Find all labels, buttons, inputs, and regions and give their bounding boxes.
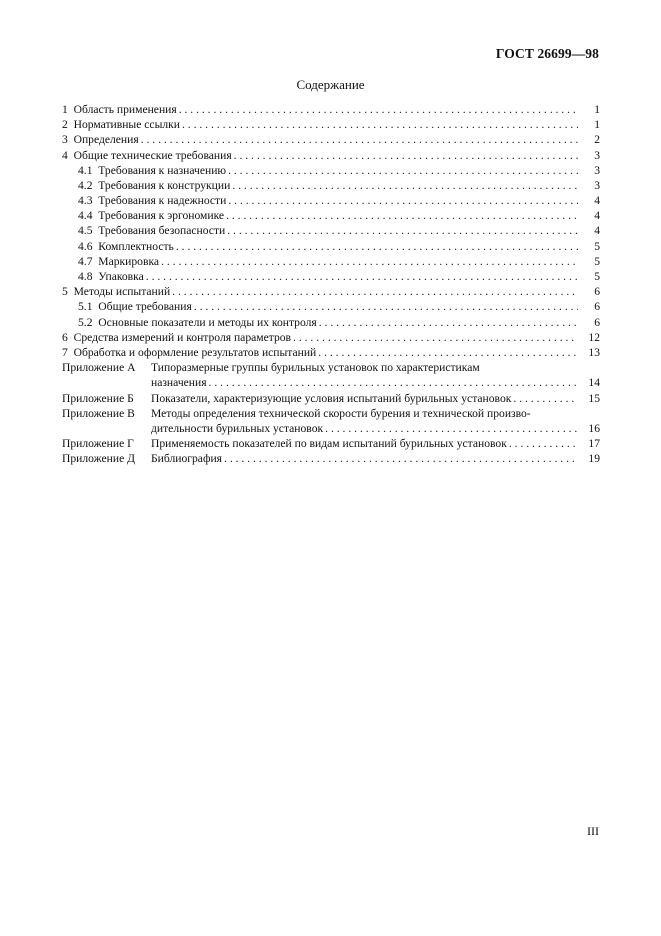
toc-appendix-page: 16 bbox=[588, 421, 600, 435]
toc-entry-page: 1 bbox=[594, 118, 600, 132]
toc-appendix-label: Применяемость показателей по видам испытаний бурильных установок bbox=[151, 437, 507, 451]
toc-entry-label: Упаковка bbox=[98, 270, 144, 284]
standard-code: ГОСТ 26699—98 bbox=[495, 46, 599, 61]
toc-appendix-v-continued[interactable] bbox=[62, 421, 600, 436]
toc-entry-number: 5 bbox=[62, 285, 68, 299]
toc-entry-5[interactable] bbox=[62, 284, 600, 299]
toc-leader-dots bbox=[226, 208, 578, 223]
toc-entry-label: Обработка и оформление результатов испытаний bbox=[73, 345, 317, 359]
toc-appendix-page: 14 bbox=[588, 376, 600, 390]
toc-entry-number: 4.8 bbox=[78, 270, 93, 284]
toc-entry-number: 2 bbox=[62, 118, 68, 132]
toc-entry-page: 4 bbox=[594, 209, 600, 223]
toc-entry-number: 5.2 bbox=[78, 315, 93, 329]
toc-appendix-label: Показатели, характеризующие условия испытаний бурильных установок bbox=[151, 391, 512, 405]
toc-leader-dots bbox=[293, 330, 578, 345]
toc-leader-dots bbox=[227, 223, 578, 238]
toc-entry-page: 6 bbox=[594, 315, 600, 329]
toc-leader-dots bbox=[509, 436, 578, 451]
toc-entry-label: Требования безопасности bbox=[98, 224, 226, 238]
toc-entry-page: 5 bbox=[594, 270, 600, 284]
toc-entry-number: 4.6 bbox=[78, 239, 93, 253]
toc-appendix-label-continued: назначения bbox=[151, 376, 207, 390]
toc-entry-page: 6 bbox=[594, 285, 600, 299]
toc-entry-label: Методы испытаний bbox=[73, 285, 171, 299]
page-number: III bbox=[587, 824, 599, 838]
toc-leader-dots bbox=[232, 178, 578, 193]
toc-entry-number: 4.4 bbox=[78, 209, 93, 223]
toc-entry-5-1[interactable] bbox=[62, 299, 600, 314]
toc-entry-label: Требования к назначению bbox=[98, 163, 227, 177]
toc-title: Содержание bbox=[296, 77, 365, 92]
toc-leader-dots bbox=[228, 193, 578, 208]
toc-appendix-a-continued[interactable] bbox=[62, 375, 600, 390]
toc-appendix-a[interactable] bbox=[62, 360, 600, 375]
toc-entry-page: 1 bbox=[594, 102, 600, 116]
toc-entry-number: 3 bbox=[62, 133, 68, 147]
toc-entry-2[interactable] bbox=[62, 117, 600, 132]
toc-leader-dots bbox=[319, 315, 578, 330]
toc-leader-dots bbox=[318, 345, 578, 360]
toc-entry-number: 4.3 bbox=[78, 194, 93, 208]
toc-entry-label: Нормативные ссылки bbox=[73, 118, 180, 132]
toc-appendix-v[interactable] bbox=[62, 406, 600, 421]
toc-entry-4-6[interactable] bbox=[62, 239, 600, 254]
toc-appendix-number: Приложение Г bbox=[62, 437, 134, 451]
toc-entry-4-5[interactable] bbox=[62, 224, 600, 239]
toc-entry-page: 2 bbox=[594, 133, 600, 147]
toc-appendix-b[interactable] bbox=[62, 391, 600, 406]
toc-leader-dots bbox=[228, 163, 578, 178]
toc-entry-label: Общие технические требования bbox=[73, 148, 232, 162]
toc-appendix-number: Приложение Д bbox=[62, 452, 136, 466]
toc-entry-number: 1 bbox=[62, 102, 68, 116]
toc-entry-4-1[interactable] bbox=[62, 163, 600, 178]
table-of-contents bbox=[62, 102, 600, 467]
toc-entry-page: 3 bbox=[594, 148, 600, 162]
toc-entry-4-2[interactable] bbox=[62, 178, 600, 193]
toc-entry-page: 4 bbox=[594, 194, 600, 208]
toc-appendix-label: Типоразмерные группы бурильных установок по характеристикам bbox=[151, 361, 480, 375]
toc-appendix-number: Приложение В bbox=[62, 406, 135, 420]
toc-appendix-g[interactable] bbox=[62, 436, 600, 451]
toc-entry-label: Средства измерений и контроля параметров bbox=[73, 330, 292, 344]
toc-entry-page: 3 bbox=[594, 163, 600, 177]
toc-entry-4-7[interactable] bbox=[62, 254, 600, 269]
toc-leader-dots bbox=[325, 421, 578, 436]
toc-leader-dots bbox=[194, 299, 578, 314]
toc-entry-page: 5 bbox=[594, 254, 600, 268]
toc-entry-label: Требования к эргономике bbox=[98, 209, 225, 223]
toc-appendix-number: Приложение А bbox=[62, 361, 136, 375]
toc-entry-1[interactable] bbox=[62, 102, 600, 117]
toc-leader-dots bbox=[179, 102, 578, 117]
toc-appendix-d[interactable] bbox=[62, 451, 600, 466]
toc-entry-number: 4.2 bbox=[78, 178, 93, 192]
toc-appendix-page: 17 bbox=[588, 437, 600, 451]
toc-entry-5-2[interactable] bbox=[62, 315, 600, 330]
toc-leader-dots bbox=[182, 117, 578, 132]
toc-entry-number: 6 bbox=[62, 330, 68, 344]
toc-appendix-label: Библиография bbox=[151, 452, 223, 466]
toc-leader-dots bbox=[176, 239, 578, 254]
toc-entry-label: Область применения bbox=[73, 102, 177, 116]
toc-entry-4-3[interactable] bbox=[62, 193, 600, 208]
toc-entry-label: Общие требования bbox=[98, 300, 192, 314]
toc-appendix-page: 19 bbox=[588, 452, 600, 466]
toc-entry-label: Комплектность bbox=[98, 239, 174, 253]
toc-entry-label: Требования к конструкции bbox=[98, 178, 231, 192]
toc-entry-4-8[interactable] bbox=[62, 269, 600, 284]
toc-leader-dots bbox=[513, 391, 578, 406]
toc-entry-number: 7 bbox=[62, 345, 68, 359]
toc-leader-dots bbox=[146, 269, 578, 284]
toc-entry-page: 5 bbox=[594, 239, 600, 253]
toc-entry-6[interactable] bbox=[62, 330, 600, 345]
toc-appendix-page: 15 bbox=[588, 391, 600, 405]
toc-appendix-label-continued: дительности бурильных установок bbox=[151, 421, 324, 435]
toc-entry-number: 4.1 bbox=[78, 163, 93, 177]
toc-appendix-label: Методы определения технической скорости бурения и технической произво- bbox=[151, 406, 531, 420]
toc-entry-page: 3 bbox=[594, 178, 600, 192]
toc-entry-number: 4.7 bbox=[78, 254, 93, 268]
toc-entry-page: 6 bbox=[594, 300, 600, 314]
toc-leader-dots bbox=[141, 132, 578, 147]
toc-leader-dots bbox=[234, 148, 578, 163]
toc-entry-page: 4 bbox=[594, 224, 600, 238]
toc-leader-dots bbox=[172, 284, 578, 299]
toc-entry-label: Основные показатели и методы их контроля bbox=[98, 315, 317, 329]
toc-entry-4-4[interactable] bbox=[62, 208, 600, 223]
toc-entry-label: Определения bbox=[73, 133, 139, 147]
toc-leader-dots bbox=[161, 254, 578, 269]
toc-leader-dots bbox=[224, 451, 578, 466]
toc-leader-dots bbox=[209, 375, 578, 390]
toc-appendix-number: Приложение Б bbox=[62, 391, 134, 405]
toc-entry-number: 4.5 bbox=[78, 224, 93, 238]
toc-entry-3[interactable] bbox=[62, 132, 600, 147]
toc-entry-page: 12 bbox=[588, 330, 600, 344]
toc-entry-7[interactable] bbox=[62, 345, 600, 360]
toc-entry-label: Требования к надежности bbox=[98, 194, 227, 208]
toc-entry-label: Маркировка bbox=[98, 254, 160, 268]
toc-entry-page: 13 bbox=[588, 345, 600, 359]
toc-entry-number: 5.1 bbox=[78, 300, 93, 314]
toc-entry-number: 4 bbox=[62, 148, 68, 162]
toc-entry-4[interactable] bbox=[62, 148, 600, 163]
